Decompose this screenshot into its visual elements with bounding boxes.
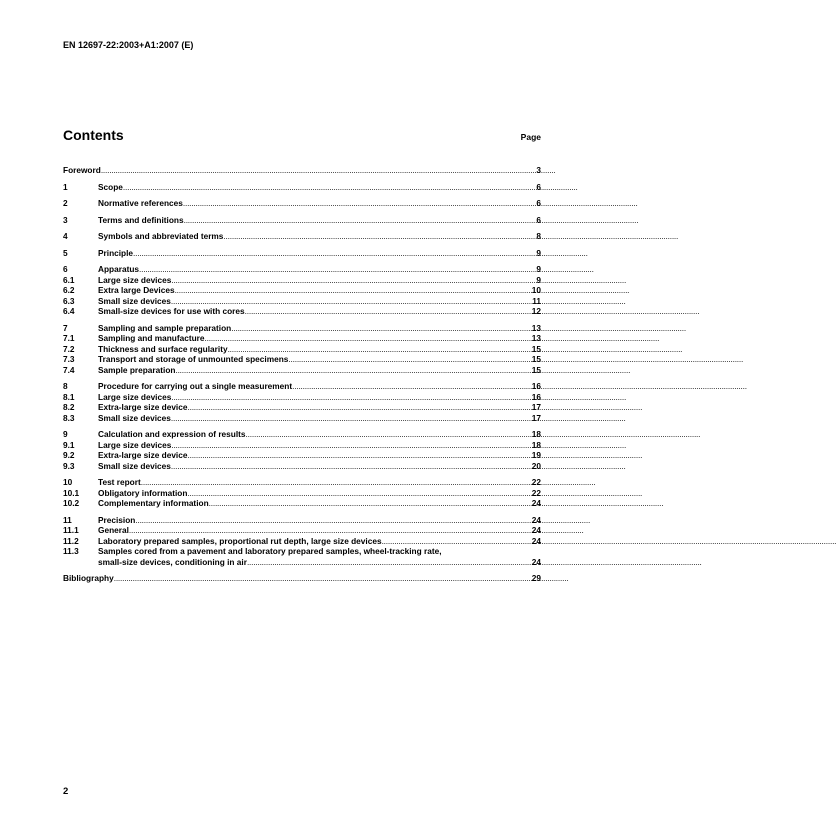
toc-entry-title: Bibliography (63, 573, 114, 583)
toc-entry-title: Test report (98, 477, 141, 487)
toc-leader-dots (246, 429, 532, 440)
toc-entry-title: Small size devices (98, 412, 171, 423)
toc-entry[interactable] (63, 248, 541, 259)
toc-entry[interactable] (63, 182, 541, 193)
toc-entry-number: 11.2 (63, 535, 79, 546)
toc-entry[interactable] (63, 264, 541, 275)
toc-entry-title: Normative references (98, 198, 183, 208)
toc-leader-dots (288, 354, 531, 365)
toc-entry[interactable] (63, 392, 541, 403)
toc-entry-number: 6.1 (63, 274, 75, 285)
toc-entry-page: 9 (536, 264, 541, 274)
toc-entry-title: Foreword (63, 165, 101, 175)
toc-entry-title: Sampling and manufacture (98, 333, 205, 343)
toc-leader-dots (175, 285, 532, 296)
toc-entry-number: 8.3 (63, 412, 75, 423)
toc-entry[interactable] (63, 461, 541, 472)
toc-leader-dots (114, 573, 532, 584)
toc-entry-title: Apparatus (98, 264, 140, 274)
toc-entry-page: 24 (531, 556, 541, 567)
toc-entry-page: 22 (531, 487, 541, 498)
toc-entry-page: 29 (531, 573, 541, 583)
toc-entry[interactable] (63, 333, 541, 344)
toc-entry-title: Small size devices (98, 460, 171, 471)
toc-entry-number: 11.3 (63, 546, 79, 556)
toc-leader-dots (101, 165, 537, 176)
toc-entry-title: Small-size devices for use with cores (98, 306, 245, 316)
toc-entry-title: Scope (98, 181, 123, 192)
toc-entry[interactable] (63, 440, 541, 451)
toc-entry-page: 13 (531, 322, 541, 333)
toc-entry[interactable] (63, 306, 541, 317)
toc-entry-page: 18 (531, 429, 541, 439)
toc-entry[interactable] (63, 323, 541, 334)
toc-leader-dots (245, 306, 532, 317)
toc-entry[interactable] (63, 198, 541, 209)
toc-leader-dots (171, 413, 532, 424)
toc-entry-number: 3 (63, 214, 68, 225)
toc-leader-dots (187, 450, 531, 461)
toc-leader-dots (171, 275, 536, 286)
toc-entry-page: 9 (536, 247, 541, 258)
toc-entry[interactable] (63, 344, 541, 355)
toc-entry-page: 18 (531, 439, 541, 450)
toc-entry-page: 20 (531, 460, 541, 471)
toc-entry[interactable] (63, 488, 541, 499)
toc-leader-dots (175, 365, 531, 376)
toc-entry[interactable] (63, 450, 541, 461)
toc-entry-page: 19 (531, 450, 541, 460)
toc-entry-number: 7.2 (63, 343, 75, 354)
toc-entry[interactable] (63, 402, 541, 413)
page-number: 2 (63, 786, 69, 797)
toc-entry[interactable] (63, 429, 541, 440)
toc-entry-title-continued: small-size devices, conditioning in air (98, 556, 247, 567)
toc-entry[interactable] (63, 477, 541, 488)
toc-entry[interactable] (63, 231, 541, 242)
toc-entry-title: Large size devices (98, 439, 172, 450)
toc-entry-page: 22 (531, 477, 541, 487)
toc-entry-title: Samples cored from a pavement and laboratory prepared samples, wheel-tracking rate, (98, 546, 442, 556)
toc-entry-title: Calculation and expression of results (98, 429, 246, 439)
document-header: EN 12697-22:2003+A1:2007 (E) (63, 40, 194, 50)
toc-leader-dots (171, 392, 531, 403)
toc-leader-dots (139, 264, 536, 275)
toc-leader-dots (123, 182, 536, 193)
toc-entry-page: 6 (536, 181, 541, 192)
toc-leader-dots (228, 344, 532, 355)
toc-entry-page: 15 (531, 364, 541, 375)
toc-entry[interactable] (63, 285, 541, 296)
toc-leader-dots (133, 248, 536, 259)
toc-entry-page: 15 (531, 354, 541, 364)
toc-leader-dots (187, 488, 531, 499)
toc-entry-title: Transport and storage of unmounted specimens (98, 354, 289, 364)
toc-entry-page: 6 (536, 214, 541, 225)
toc-entry-number: 6 (63, 264, 68, 274)
toc-entry-number: 7.4 (63, 364, 75, 375)
toc-entry[interactable] (63, 573, 541, 584)
toc-leader-dots (171, 461, 532, 472)
toc-entry[interactable] (63, 365, 541, 376)
toc-entry-page: 17 (531, 402, 541, 412)
toc-entry-title: Procedure for carrying out a single measurement (98, 381, 293, 391)
toc-leader-dots (171, 296, 532, 307)
toc-leader-dots (171, 440, 531, 451)
toc-entry-continuation[interactable] (63, 557, 541, 568)
toc-entry-page: 13 (531, 333, 541, 343)
toc-entry-number: 7.1 (63, 333, 75, 343)
toc-entry-page: 16 (531, 381, 541, 391)
toc-entry-number: 8.2 (63, 402, 75, 412)
toc-leader-dots (247, 557, 532, 568)
toc-entry[interactable] (63, 296, 541, 307)
toc-entry-title: Large size devices (98, 391, 172, 402)
toc-entry-number: 9 (63, 429, 68, 439)
toc-entry[interactable] (63, 381, 541, 392)
toc-entry-title: Symbols and abbreviated terms (98, 231, 224, 241)
toc-entry-title: Extra large Devices (98, 285, 175, 295)
toc-leader-dots (382, 536, 532, 547)
toc-entry-number: 6.3 (63, 295, 75, 306)
toc-entry-title: Small size devices (98, 295, 171, 306)
toc-entry-title: Thickness and surface regularity (98, 343, 228, 354)
toc-entry-number: 4 (63, 231, 68, 241)
toc-entry-number: 2 (63, 198, 68, 208)
toc-entry[interactable] (63, 515, 541, 526)
toc-entry-number: 10 (63, 477, 73, 487)
toc-entry-page: 8 (536, 231, 541, 241)
table-of-contents (63, 165, 541, 584)
toc-entry-title: Laboratory prepared samples, proportional rut depth, large size devices (98, 535, 382, 546)
toc-entry-number: 9.2 (63, 450, 75, 460)
toc-entry[interactable] (63, 354, 541, 365)
toc-entry[interactable] (63, 413, 541, 424)
toc-entry-page: 24 (531, 535, 541, 546)
toc-entry-number: 10.2 (63, 498, 80, 508)
toc-leader-dots (205, 333, 532, 344)
toc-entry[interactable] (63, 498, 541, 509)
toc-entry-page: 24 (531, 514, 541, 525)
toc-leader-dots (184, 215, 537, 226)
toc-entry[interactable] (63, 215, 541, 226)
toc-entry-number: 6.4 (63, 306, 75, 316)
toc-entry-title: Extra-large size device (98, 402, 188, 412)
toc-entry[interactable] (63, 536, 541, 547)
toc-entry-number: 5 (63, 247, 68, 258)
toc-entry-number: 1 (63, 181, 68, 192)
toc-entry-number: 7.3 (63, 354, 75, 364)
toc-entry-page: 6 (536, 198, 541, 208)
toc-entry-number: 10.1 (63, 487, 80, 498)
toc-entry-number: 9.1 (63, 439, 75, 450)
toc-leader-dots (292, 381, 532, 392)
toc-entry-title: General (98, 525, 129, 535)
toc-entry-number: 11 (63, 514, 72, 525)
toc-entry-page: 10 (531, 285, 541, 295)
toc-entry[interactable] (63, 546, 541, 557)
toc-entry-number: 8.1 (63, 391, 75, 402)
toc-entry-page: 16 (531, 391, 541, 402)
toc-entry-page: 15 (531, 343, 541, 354)
toc-entry-number: 8 (63, 381, 68, 391)
toc-entry-page: 24 (531, 498, 541, 508)
toc-entry-number: 11.1 (63, 525, 79, 535)
toc-entry[interactable] (63, 165, 541, 176)
toc-entry-title: Sampling and sample preparation (98, 322, 232, 333)
toc-leader-dots (187, 402, 531, 413)
toc-entry-page: 24 (531, 525, 541, 535)
toc-entry-page: 17 (531, 412, 541, 423)
toc-entry-page: 11 (532, 295, 541, 306)
toc-entry-title: Sample preparation (98, 364, 176, 375)
toc-entry-page: 9 (536, 274, 541, 285)
toc-entry-number: 6.2 (63, 285, 75, 295)
page-column-label: Page (520, 132, 541, 142)
toc-entry[interactable] (63, 525, 541, 536)
toc-entry-title: Large size devices (98, 274, 172, 285)
toc-leader-dots (129, 525, 532, 536)
toc-entry-title: Obligatory information (98, 487, 188, 498)
toc-leader-dots (223, 231, 536, 242)
toc-leader-dots (231, 323, 532, 334)
toc-leader-dots (135, 515, 531, 526)
toc-leader-dots (209, 498, 532, 509)
toc-leader-dots (141, 477, 532, 488)
toc-entry-number: 7 (63, 322, 68, 333)
toc-entry-page: 3 (536, 165, 541, 175)
toc-entry-title: Extra-large size device (98, 450, 188, 460)
toc-entry-page: 12 (531, 306, 541, 316)
toc-entry-title: Complementary information (98, 498, 209, 508)
toc-entry-title: Principle (98, 247, 134, 258)
toc-entry[interactable] (63, 275, 541, 286)
contents-heading: Contents (63, 127, 124, 143)
toc-entry-title: Terms and definitions (98, 214, 184, 225)
toc-entry-title: Precision (98, 514, 136, 525)
toc-entry-number: 9.3 (63, 460, 75, 471)
toc-leader-dots (183, 198, 537, 209)
